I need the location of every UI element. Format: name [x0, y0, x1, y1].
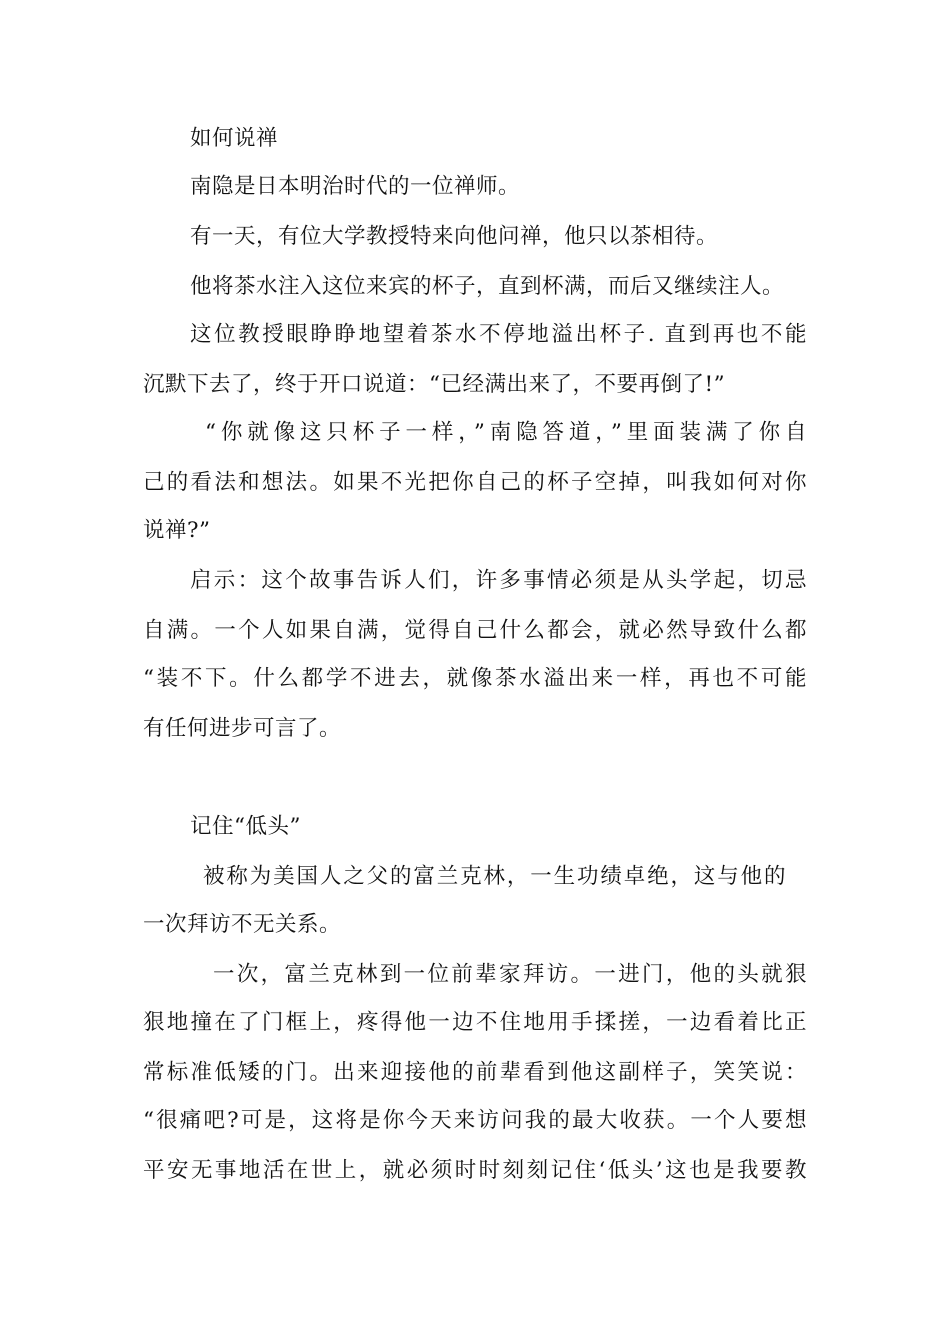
paragraph-line: 启示：这个故事告诉人们，许多事情必须是从头学起，切忌	[190, 568, 807, 593]
paragraph-line: 一次拜访不无关系。	[143, 912, 342, 937]
section-title: 如何说禅	[190, 126, 279, 151]
paragraph-line: 平安无事地活在世上，就必须时时刻刻记住‘低头’这也是我要教	[143, 1158, 807, 1183]
section-title: 记住“低头”	[190, 814, 301, 839]
paragraph-line: 说禅?”	[143, 518, 211, 543]
paragraph-line: 有一天，有位大学教授特来向他问禅，他只以茶相待。	[190, 224, 719, 249]
paragraph-line: “很痛吧?可是，这将是你今天来访问我的最大收获。一个人要想	[143, 1108, 807, 1133]
paragraph-line: 南隐是日本明治时代的一位禅师。	[190, 174, 521, 199]
paragraph-line: 己的看法和想法。如果不光把你自己的杯子空掉，叫我如何对你	[143, 470, 807, 495]
paragraph-line: 他将茶水注入这位来宾的杯子，直到杯满，而后又继续注人。	[190, 274, 785, 299]
paragraph-line: 被称为美国人之父的富兰克林，一生功绩卓绝，这与他的	[203, 864, 786, 889]
paragraph-line: “你就像这只杯子一样，”南隐答道，”里面装满了你自	[205, 420, 807, 445]
paragraph-line: “装不下。什么都学不进去，就像茶水溢出来一样，再也不可能	[143, 666, 807, 691]
paragraph-line: 狠地撞在了门框上，疼得他一边不住地用手揉搓，一边看着比正	[143, 1010, 807, 1035]
paragraph-line: 常标准低矮的门。出来迎接他的前辈看到他这副样子，笑笑说：	[143, 1060, 807, 1085]
paragraph-line: 一次，富兰克林到一位前辈家拜访。一进门，他的头就狠	[213, 962, 807, 987]
paragraph-line: 沉默下去了，终于开口说道：“已经满出来了，不要再倒了!”	[143, 372, 726, 397]
paragraph-line: 这位教授眼睁睁地望着茶水不停地溢出杯子. 直到再也不能	[190, 322, 807, 347]
paragraph-line: 有任何进步可言了。	[143, 716, 342, 741]
paragraph-line: 自满。一个人如果自满，觉得自己什么都会，就必然导致什么都	[143, 618, 807, 643]
